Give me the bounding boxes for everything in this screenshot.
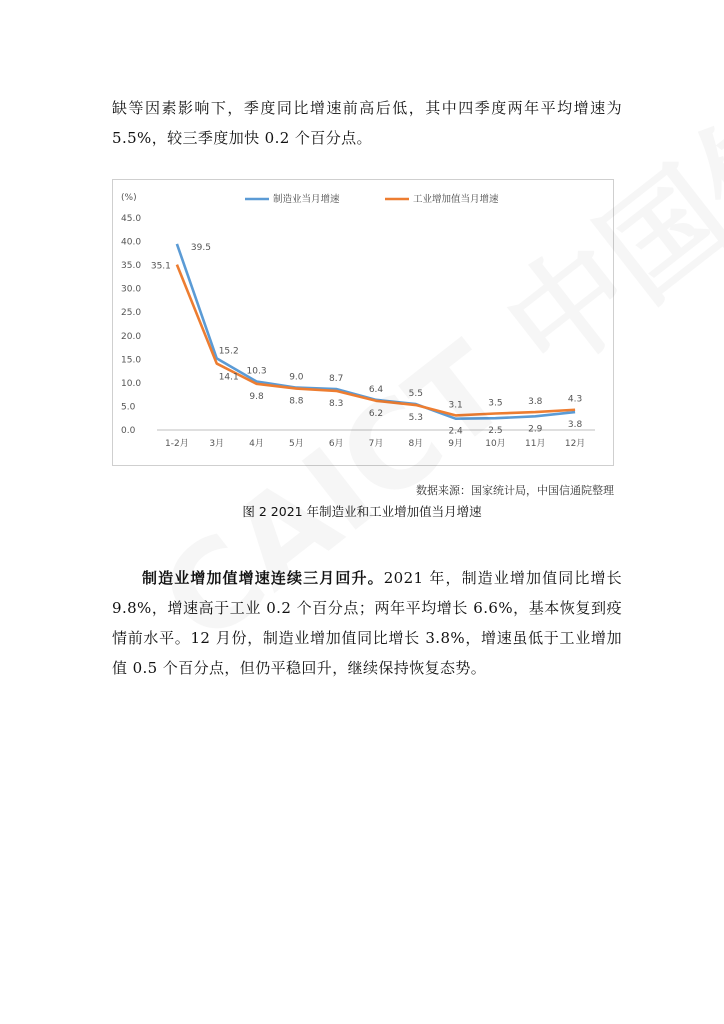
data-label: 10.3 — [246, 366, 267, 377]
y-tick-label: 5.0 — [121, 402, 136, 413]
x-tick-label: 7月 — [368, 439, 384, 449]
y-tick-label: 35.0 — [121, 261, 142, 272]
y-tick-label: 10.0 — [121, 378, 142, 389]
line-chart — [112, 179, 614, 466]
legend-label: 工业增加值当月增速 — [413, 194, 499, 205]
intro-paragraph: 缺等因素影响下，季度同比增速前高后低，其中四季度两年平均增速为 5.5%，较三季度加快 0.2 个百分点。 — [112, 99, 622, 147]
x-tick-label: 3月 — [209, 439, 225, 449]
data-label: 9.8 — [249, 391, 264, 402]
data-label: 6.4 — [368, 384, 384, 395]
data-label: 3.5 — [488, 398, 503, 409]
x-tick-label: 11月 — [525, 439, 546, 449]
y-tick-label: 30.0 — [121, 284, 142, 295]
y-axis-unit-label: (%) — [121, 193, 137, 203]
paragraph-lead: 制造业增加值增速连续三月回升。 — [142, 569, 384, 587]
data-label: 3.1 — [448, 400, 463, 411]
body-paragraph — [112, 563, 622, 683]
data-label: 8.3 — [329, 398, 344, 409]
chart-svg — [113, 180, 613, 465]
data-source-note: 数据来源：国家统计局，中国信通院整理 — [416, 484, 614, 497]
data-label: 2.4 — [448, 426, 463, 437]
x-tick-label: 6月 — [328, 439, 344, 449]
data-label: 15.2 — [218, 346, 239, 357]
figure-caption: 图 2 2021 年制造业和工业增加值当月增速 — [242, 504, 482, 519]
data-label: 5.3 — [408, 413, 423, 424]
data-label: 3.8 — [567, 420, 583, 431]
data-label: 8.7 — [329, 374, 344, 385]
y-tick-label: 15.0 — [121, 355, 142, 366]
y-tick-label: 20.0 — [121, 331, 142, 342]
data-label: 2.9 — [528, 424, 543, 435]
x-tick-label: 10月 — [485, 439, 506, 449]
data-label: 4.3 — [567, 394, 583, 405]
y-tick-label: 0.0 — [121, 426, 136, 436]
data-label: 2.5 — [488, 426, 503, 437]
data-label: 35.1 — [150, 261, 171, 272]
x-tick-label: 5月 — [288, 439, 304, 449]
data-label: 39.5 — [190, 242, 211, 253]
legend-label: 制造业当月增速 — [273, 194, 340, 205]
data-label: 8.8 — [289, 396, 304, 407]
x-tick-label: 8月 — [408, 439, 424, 449]
y-tick-label: 45.0 — [121, 214, 142, 224]
x-tick-label: 12月 — [564, 439, 586, 449]
x-tick-label: 4月 — [249, 439, 264, 449]
x-tick-label: 1-2月 — [165, 439, 189, 449]
data-label: 3.8 — [528, 397, 543, 408]
data-label: 6.2 — [368, 408, 384, 419]
y-tick-label: 25.0 — [121, 308, 142, 319]
data-label: 14.1 — [218, 372, 239, 383]
y-tick-label: 40.0 — [121, 237, 142, 248]
paragraph-body: 2021 年，制造业增加值同比增长 9.8%，增速高于工业 0.2 个百分点；两年平均增长 6.6%，基本恢复到疫情前水平。12 月份，制造业增加值同比增长 3.8%，增速虽低于工业增加值 0.5 个百分点，但仍平稳回升，继续保持恢复态势。 — [112, 569, 622, 677]
data-label: 9.0 — [289, 372, 304, 383]
x-tick-label: 9月 — [448, 439, 464, 449]
data-label: 5.5 — [408, 389, 423, 400]
